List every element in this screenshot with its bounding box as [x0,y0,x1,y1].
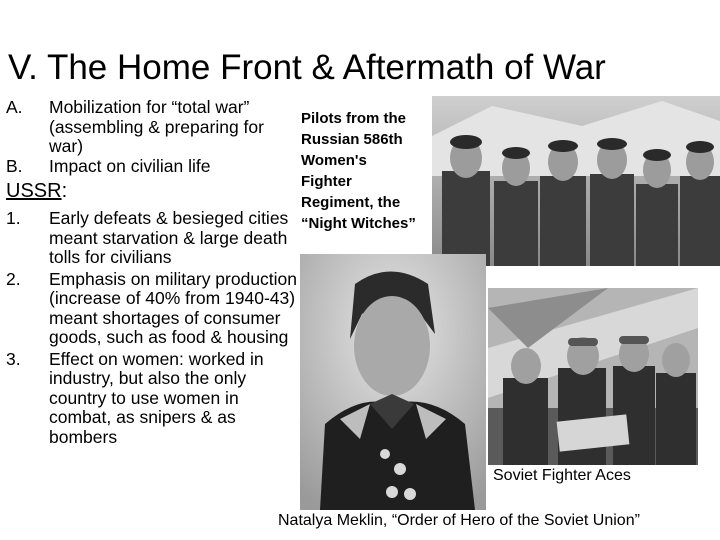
fighter-aces-caption: Soviet Fighter Aces [493,467,631,484]
point-number: 3. [6,348,21,369]
ussr-point-1 [6,209,301,268]
pilots-caption-line: Fighter [301,173,352,190]
point-text: Effect on women: worked in industry, but also the only country to use women in combat, as snipers & as bombers [49,348,264,447]
pilots-caption-line: Women's [301,152,367,169]
ussr-heading [6,180,301,203]
outline-marker: A. [6,97,23,117]
point-number: 1. [6,208,21,228]
pilots-caption-line: Russian 586th [301,131,403,148]
ussr-point-2 [6,270,301,348]
outline-item-b [6,157,301,177]
outline-marker: B. [6,155,23,176]
ussr-heading-colon: : [61,180,68,202]
meklin-caption: Natalya Meklin, “Order of Hero of the Soviet Union” [278,512,640,529]
meklin-portrait-photo [300,254,486,510]
pilots-caption-line: Pilots from the [301,110,407,127]
pilots-caption-line: “Night Witches” [301,215,416,232]
slide-outline [6,98,301,447]
ussr-point-3 [6,350,301,448]
outline-text: Impact on civilian life [49,155,211,176]
outline-text: Mobilization for “total war” (assembling & preparing for war) [49,97,264,156]
point-number: 2. [6,268,21,289]
pilots-caption-line: Regiment, the [301,194,401,211]
women-pilots-photo [432,96,720,266]
fighter-aces-photo [488,288,698,465]
point-text: Early defeats & besieged cities meant starvation & large death tolls for civilians [49,208,289,267]
outline-item-a [6,98,301,157]
ussr-heading-text: USSR [6,180,62,202]
slide-title: V. The Home Front & Aftermath of War [8,48,606,87]
point-text: Emphasis on military production (increase of 40% from 1940-43) meant shortages of consumer goods, such as food & housing [49,268,298,347]
pilots-caption [301,108,441,234]
